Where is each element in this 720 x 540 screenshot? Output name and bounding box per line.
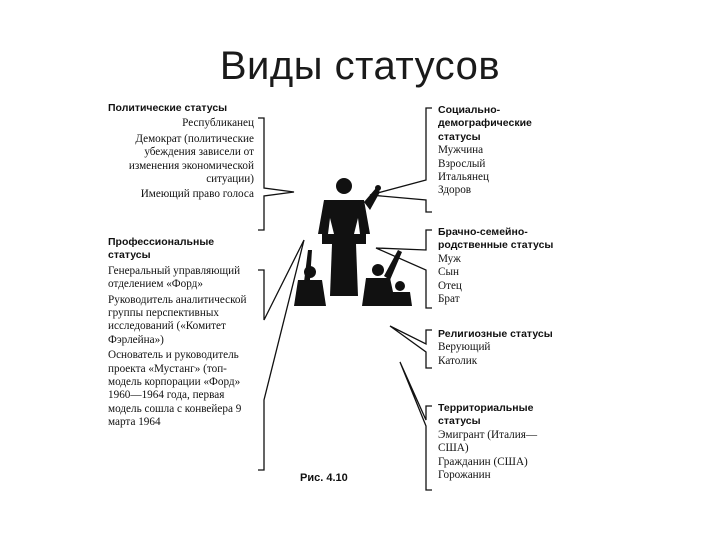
list-item: Эмигрант (Италия—США): [438, 428, 538, 455]
status-diagram: [108, 100, 554, 495]
list-item: Мужчина: [438, 144, 484, 157]
list-item: Верующий: [438, 341, 491, 354]
list-item: Руководитель аналитической группы перспективных исследований («Комитет Фэрлейна»): [108, 293, 247, 346]
list-item: Генеральный управляющий отделением «Форд»: [108, 264, 241, 291]
group-heading: Брачно-семейно-родственные статусы: [438, 226, 554, 252]
list-item: Брат: [438, 293, 460, 306]
slide-title: Виды статусов: [219, 44, 501, 88]
figure-caption: Рис. 4.10: [300, 472, 348, 484]
group-heading: Политические статусы: [108, 102, 228, 114]
group-socio-demographic: [438, 104, 554, 198]
list-item: Демократ (политические убеждения зависели от изменения экономической ситуации): [128, 132, 254, 186]
group-heading: Профессиональные статусы: [108, 236, 215, 262]
list-item: Итальянец: [438, 171, 489, 184]
list-item: Горожанин: [438, 469, 491, 482]
list-item: Католик: [438, 354, 478, 367]
brace-socio: [370, 108, 432, 212]
group-professional: [108, 236, 254, 430]
group-heading: Территориальные статусы: [438, 402, 534, 428]
brace-religious: [390, 326, 432, 368]
list-item: Основатель и руководитель проекта «Мустанг» (топ-модель корпорации «Форд» 1960—1964 года, первая модель сошла с конвейера 9 марта 1964: [108, 349, 242, 429]
group-religious: [438, 328, 554, 368]
brace-professional: [258, 240, 304, 470]
group-heading: Социально-демографические статусы: [438, 104, 532, 143]
list-item: Гражданин (США): [438, 455, 528, 468]
list-item: Муж: [438, 252, 461, 265]
brace-territorial: [400, 362, 432, 490]
group-territorial: [438, 402, 554, 482]
group-family: [438, 226, 554, 306]
group-political: [108, 102, 254, 202]
list-item: Республиканец: [182, 117, 254, 130]
list-item: Здоров: [438, 184, 472, 197]
list-item: Сын: [438, 266, 459, 279]
list-item: Имеющий право голоса: [140, 188, 254, 201]
list-item: Взрослый: [438, 157, 486, 170]
brace-political: [258, 118, 294, 230]
list-item: Отец: [438, 279, 462, 292]
group-heading: Религиозные статусы: [438, 328, 553, 340]
